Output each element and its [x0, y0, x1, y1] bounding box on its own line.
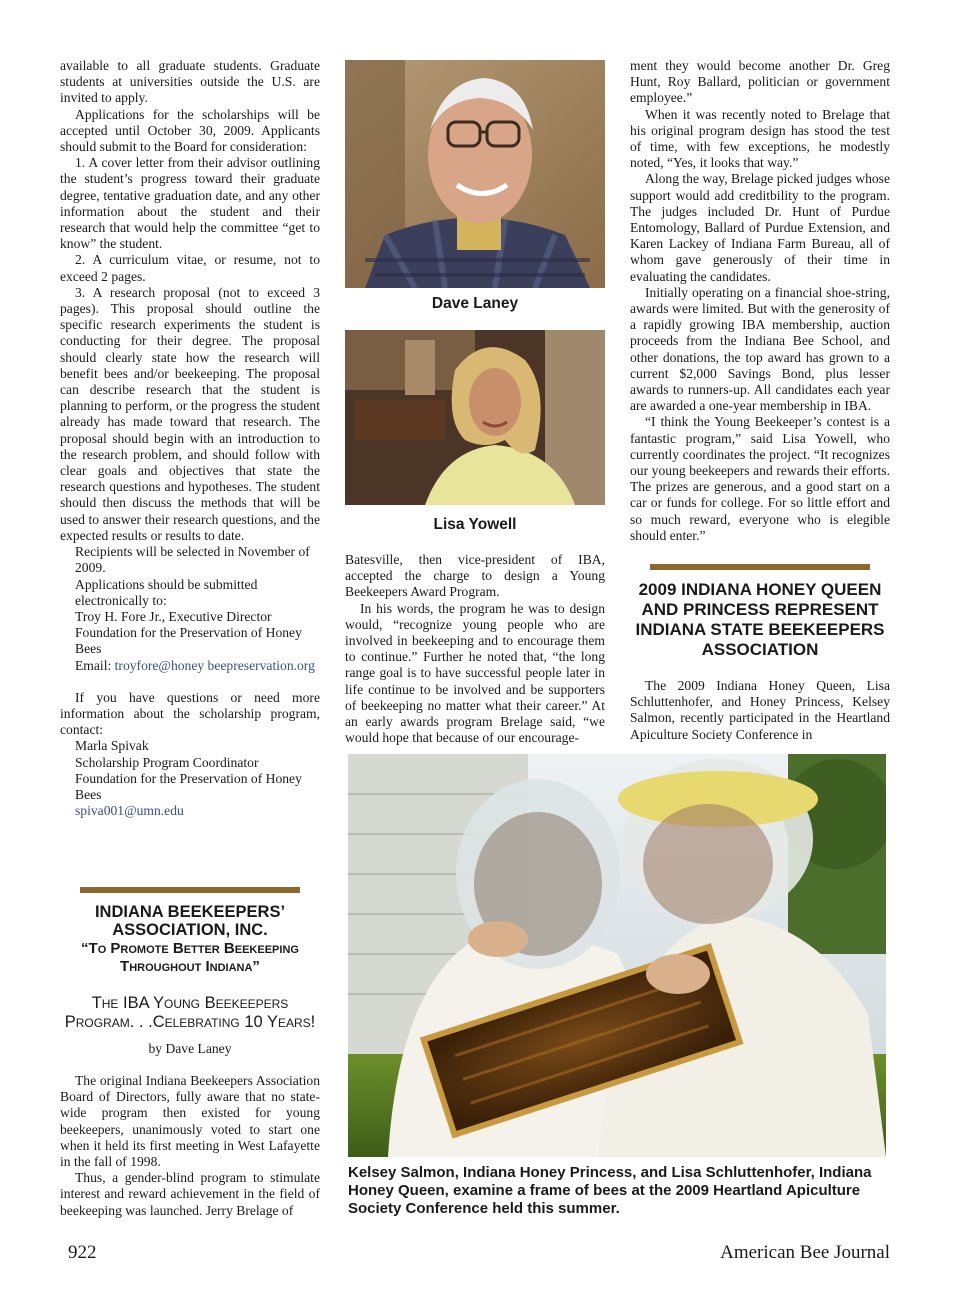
col2-paragraph: In his words, the program he was to design would, “recognize young people who are involved in beekeeping and to encourage them to continue.” Further he noted that, “the long range goal is to have successful people later in life continue to be involved and be supporters of beekeeping no matter what their career.” At an early awards program Brelage said, “we would hope that because of our encourage- — [345, 600, 605, 746]
col3-paragraph: Initially operating on a financial shoe-string, awards were limited. But with the generosity of a rapidly growing IBA membership, auction proceeds from the Indiana Bee School, and other donations, the top award has grown to a current $2,000 Savings Bond, plus lesser awards to runners-up. All candidates each year are awarded a one-year membership in IBA. — [630, 284, 890, 414]
section-divider — [80, 887, 300, 893]
col1-list-item: 1. A cover letter from their advisor outlining the student’s progress toward their graduate degree, tentative graduation date, and any other information about the student and their research that would help the committee “get to know” the student. — [60, 155, 320, 252]
col1-paragraph: If you have questions or need more information about the scholarship program, contact: — [60, 689, 320, 738]
portrait-man-image — [345, 60, 605, 288]
article-paragraph: The original Indiana Beekeepers Association Board of Directors, fully aware that no state-wide program then existed for young beekeepers, unanimously voted to start one when it held its first meeting in West Lafayette in the fall of 1998. — [60, 1073, 320, 1170]
col3-paragraph: “I think the Young Beekeeper’s contest is a fantastic program,” said Lisa Yowell, who currently coordinates the project. “It recognizes our young beekeepers and rewards their efforts. The prizes are generous, and a good start on a car or funds for college. For so little effort and so much reward, everyone who is elegible should enter.” — [630, 414, 890, 543]
journal-name: American Bee Journal — [720, 1242, 890, 1263]
contact-org: Foundation for the Preservation of Honey Bees — [75, 770, 302, 802]
section-divider — [650, 564, 870, 570]
column-3 — [630, 58, 890, 544]
photo-dave-laney — [345, 60, 605, 288]
article-body — [60, 1073, 320, 1219]
column-2 — [345, 552, 605, 746]
column-3-lower — [630, 678, 890, 743]
col3-paragraph: ment they would become another Dr. Greg Hunt, Roy Ballard, politician or government employee.” — [630, 58, 890, 106]
org-motto: “To Promote Better Beekeeping Throughout Indiana” — [81, 940, 299, 975]
column-1 — [60, 58, 320, 819]
photo-caption: Dave Laney — [431, 295, 519, 312]
col1-paragraph: Recipients will be selected in November of 2009. — [75, 544, 310, 576]
col3-paragraph: When it was recently noted to Brelage that his original program design has stood the test of time, with few exceptions, he modestly noted, “Yes, it looks that way.” — [630, 106, 890, 171]
email-label: Email: — [75, 657, 115, 673]
col1-paragraph: available to all graduate students. Graduate students at universities outside the U.S. are invited to apply. — [60, 58, 320, 106]
email-link[interactable]: troyfore@honey beepreservation.org — [114, 657, 315, 673]
photo-beekeepers — [348, 754, 886, 1157]
beekeepers-image — [348, 754, 886, 1157]
contact-name: Troy H. Fore Jr., Executive Director — [75, 608, 272, 624]
contact-org: Foundation for the Preservation of Honey Bees — [75, 625, 302, 657]
spacer — [60, 674, 320, 690]
col1-paragraph: Applications should be submitted electronically to: — [75, 576, 258, 608]
col3-paragraph: Along the way, Brelage picked judges whose support would add creditbility to the program. The judges included Dr. Hunt of Purdue Entomology, Ballard of Purdue Extension, and Karen Lackey of Indiana Farm Bureau, all of whom gave generously of their time in evaluating the candidates. — [630, 171, 890, 284]
article-paragraph: Thus, a gender-blind program to stimulate interest and reward achievement in the field of beekeeping was launched. Jerry Brelage of — [60, 1170, 320, 1218]
col1-list-item: 2. A curriculum vitae, or resume, not to exceed 2 pages. — [60, 252, 320, 284]
portrait-woman-image — [345, 330, 605, 505]
email-line — [60, 658, 320, 674]
bottom-photo-caption: Kelsey Salmon, Indiana Honey Princess, and Lisa Schluttenhofer, Indiana Honey Queen, examine a frame of bees at the 2009 Heartland Apiculture Society Conference held this summer. — [348, 1164, 872, 1217]
col3-paragraph: The 2009 Indiana Honey Queen, Lisa Schluttenhofer, and Honey Princess, Kelsey Salmon, recently participated in the Heartland Apiculture Society Conference in — [630, 678, 890, 742]
org-title: INDIANA BEEKEEPERS’ ASSOCIATION, INC. — [94, 903, 286, 939]
photo-lisa-yowell — [345, 330, 605, 505]
byline: by Dave Laney — [148, 1041, 232, 1056]
section-headline: 2009 INDIANA HONEY QUEEN AND PRINCESS REPRESENT INDIANA STATE BEEKEEPERS ASSOCIATION — [635, 580, 885, 659]
contact-title: Scholarship Program Coordinator — [75, 754, 259, 770]
col1-list-item: 3. A research proposal (not to exceed 3 pages). This proposal should outline the specific research experiments the student is conducting for their degree. The proposal should clearly state how the research will benefit bees and/or beekeeping. The proposal can describe research that the student is planning to perform, or the progress the student already has made toward that research. The proposal should begin with an introduction to the research problem, and should follow with clear goals and objectives that state the research questions and hypotheses. The student should then discuss the methods that will be used to answer their research questions, and the expected results or results to date. — [60, 284, 320, 543]
col1-paragraph: Applications for the scholarships will be accepted until October 30, 2009. Applicants should submit to the Board for consideration: — [60, 106, 320, 155]
section-title — [60, 903, 320, 976]
page-number: 922 — [68, 1242, 97, 1263]
email-link[interactable]: spiva001@umn.edu — [75, 803, 184, 819]
contact-name: Marla Spivak — [75, 738, 149, 754]
photo-caption: Lisa Yowell — [433, 516, 517, 533]
col2-paragraph: Batesville, then vice-president of IBA, accepted the charge to design a Young Beekeepers Award Program. — [345, 552, 605, 600]
article-title: The IBA Young Beekeepers Program. . .Celebrating 10 Years! — [64, 994, 316, 1031]
